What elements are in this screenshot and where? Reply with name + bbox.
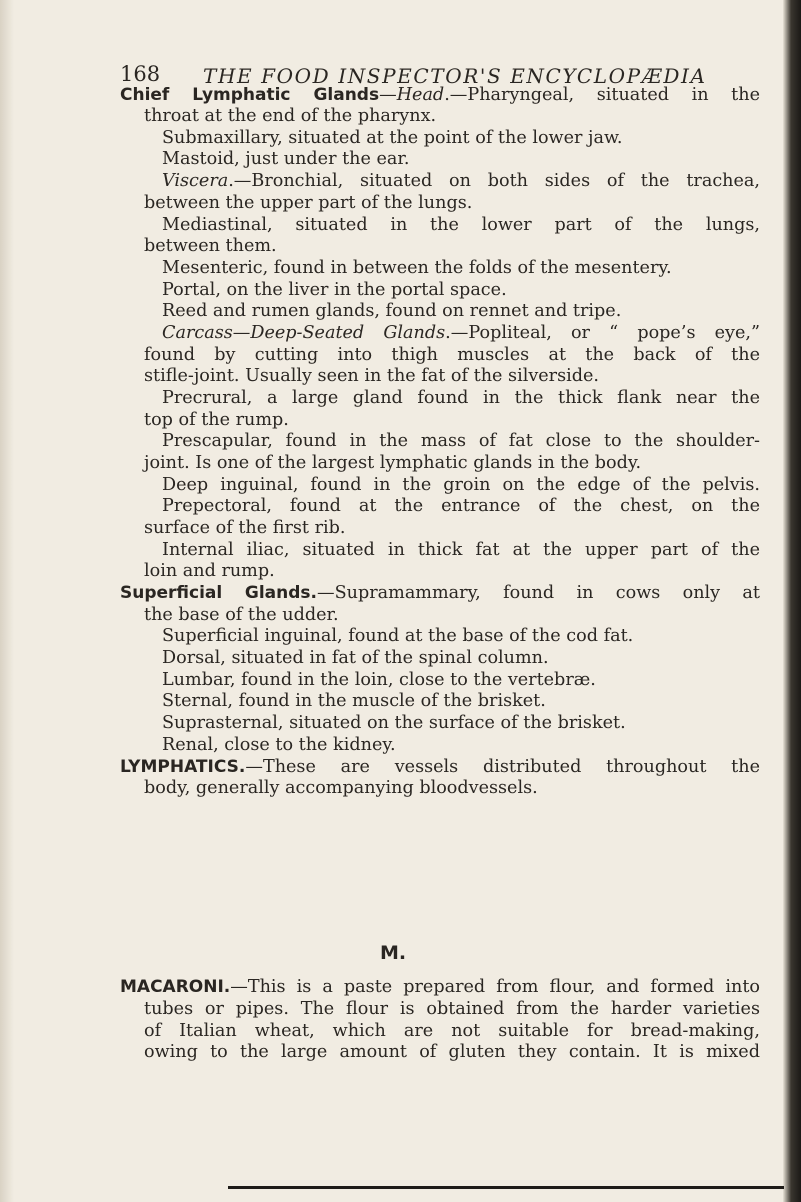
- text-line: [144, 778, 538, 799]
- text-line: [162, 431, 760, 452]
- text-line: [144, 410, 289, 431]
- text-line: [162, 388, 760, 409]
- line-text: joint. Is one of the largest lymphatic glands in the body.: [144, 453, 642, 473]
- text-line: [162, 735, 396, 756]
- line-text: top of the rump.: [144, 410, 289, 430]
- text-line: [144, 453, 641, 474]
- text-line: [162, 626, 633, 647]
- text-line: [162, 301, 621, 322]
- line-text: found by cutting into thigh muscles at the back of the: [144, 345, 760, 365]
- running-title: THE FOOD INSPECTOR'S ENCYCLOPÆDIA: [203, 64, 707, 88]
- text-line: [162, 713, 626, 734]
- text-line: [162, 496, 760, 517]
- text-line: [162, 648, 549, 669]
- text-line: [162, 171, 760, 192]
- text-line: [144, 1042, 760, 1063]
- text-line: [162, 280, 507, 301]
- line-text: Internal iliac, situated in thick fat at the upper part of the: [162, 540, 760, 560]
- italic-subheading: Viscera: [162, 171, 229, 191]
- text-line: [162, 540, 760, 561]
- line-text: Deep inguinal, found in the groin on the edge of the pelvis.: [162, 475, 760, 495]
- entry-heading: Chief Lymphatic Glands: [120, 85, 380, 105]
- text-line: [162, 258, 672, 279]
- bottom-rule: [228, 1186, 784, 1189]
- text-line: [120, 583, 760, 604]
- line-text: between them.: [144, 236, 277, 256]
- line-text: Suprasternal, situated on the surface of the brisket.: [162, 713, 626, 733]
- text-line: [144, 345, 760, 366]
- line-text: the base of the udder.: [144, 605, 339, 625]
- line-text: .—Bronchial, situated on both sides of the trachea,: [228, 171, 760, 191]
- line-text: —Supramammary, found in cows only at: [317, 583, 760, 603]
- line-text: Dorsal, situated in fat of the spinal column.: [162, 648, 549, 668]
- italic-subheading: Head: [396, 85, 445, 105]
- text-line: [144, 518, 345, 539]
- text-line: [162, 475, 760, 496]
- text-line: [162, 323, 760, 344]
- line-text: between the upper part of the lungs.: [144, 193, 473, 213]
- line-text: Precrural, a large gland found in the thick flank near the: [162, 388, 760, 408]
- text-line: [144, 1021, 760, 1042]
- text-line: [144, 193, 472, 214]
- text-line: [162, 691, 546, 712]
- entry-heading: Superficial Glands.: [120, 583, 317, 603]
- line-text: Mesenteric, found in between the folds of the mesentery.: [162, 258, 672, 278]
- text-line: [120, 977, 760, 998]
- text-line: [162, 670, 596, 691]
- line-text: Reed and rumen glands, found on rennet and tripe.: [162, 301, 622, 321]
- entry-heading: MACARONI.: [120, 977, 231, 997]
- section-letter: M.: [380, 942, 407, 964]
- line-text: —: [379, 85, 397, 105]
- line-text: tubes or pipes. The flour is obtained from the harder varieties: [144, 999, 760, 1019]
- text-line: [162, 149, 409, 170]
- text-line: [120, 85, 760, 106]
- line-text: Mastoid, just under the ear.: [162, 149, 410, 169]
- line-text: body, generally accompanying bloodvessels.: [144, 778, 538, 798]
- line-text: Prepectoral, found at the entrance of the chest, on the: [162, 496, 760, 516]
- line-text: Portal, on the liver in the portal space.: [162, 280, 507, 300]
- line-text: Submaxillary, situated at the point of the lower jaw.: [162, 128, 623, 148]
- page-number: 168: [120, 62, 161, 86]
- text-line: [144, 106, 436, 127]
- text-line: [144, 561, 275, 582]
- italic-subheading: Carcass—Deep-Seated Glands: [162, 323, 446, 343]
- line-text: —These are vessels distributed throughout the: [245, 757, 760, 777]
- line-text: .—Pharyngeal, situated in the: [444, 85, 760, 105]
- text-line: [144, 605, 339, 626]
- line-text: surface of the first rib.: [144, 518, 346, 538]
- line-text: .—Popliteal, or “ pope’s eye,”: [445, 323, 761, 343]
- line-text: Mediastinal, situated in the lower part of the lungs,: [162, 215, 760, 235]
- text-line: [144, 236, 277, 257]
- line-text: stifle-joint. Usually seen in the fat of the silverside.: [144, 366, 600, 386]
- text-line: [144, 366, 599, 387]
- text-line: [162, 128, 623, 149]
- line-text: Sternal, found in the muscle of the brisket.: [162, 691, 546, 711]
- line-text: throat at the end of the pharynx.: [144, 106, 437, 126]
- text-line: [162, 215, 760, 236]
- entry-heading: LYMPHATICS.: [120, 757, 246, 777]
- line-text: —This is a paste prepared from flour, and formed into: [230, 977, 760, 997]
- line-text: of Italian wheat, which are not suitable for bread-making,: [144, 1021, 760, 1041]
- line-text: Lumbar, found in the loin, close to the vertebræ.: [162, 670, 596, 690]
- line-text: Prescapular, found in the mass of fat close to the shoulder-: [162, 431, 760, 451]
- text-line: [144, 999, 760, 1020]
- text-line: [120, 757, 760, 778]
- line-text: loin and rump.: [144, 561, 275, 581]
- line-text: Renal, close to the kidney.: [162, 735, 396, 755]
- line-text: owing to the large amount of gluten they contain. It is mixed: [144, 1042, 760, 1062]
- line-text: Superficial inguinal, found at the base of the cod fat.: [162, 626, 634, 646]
